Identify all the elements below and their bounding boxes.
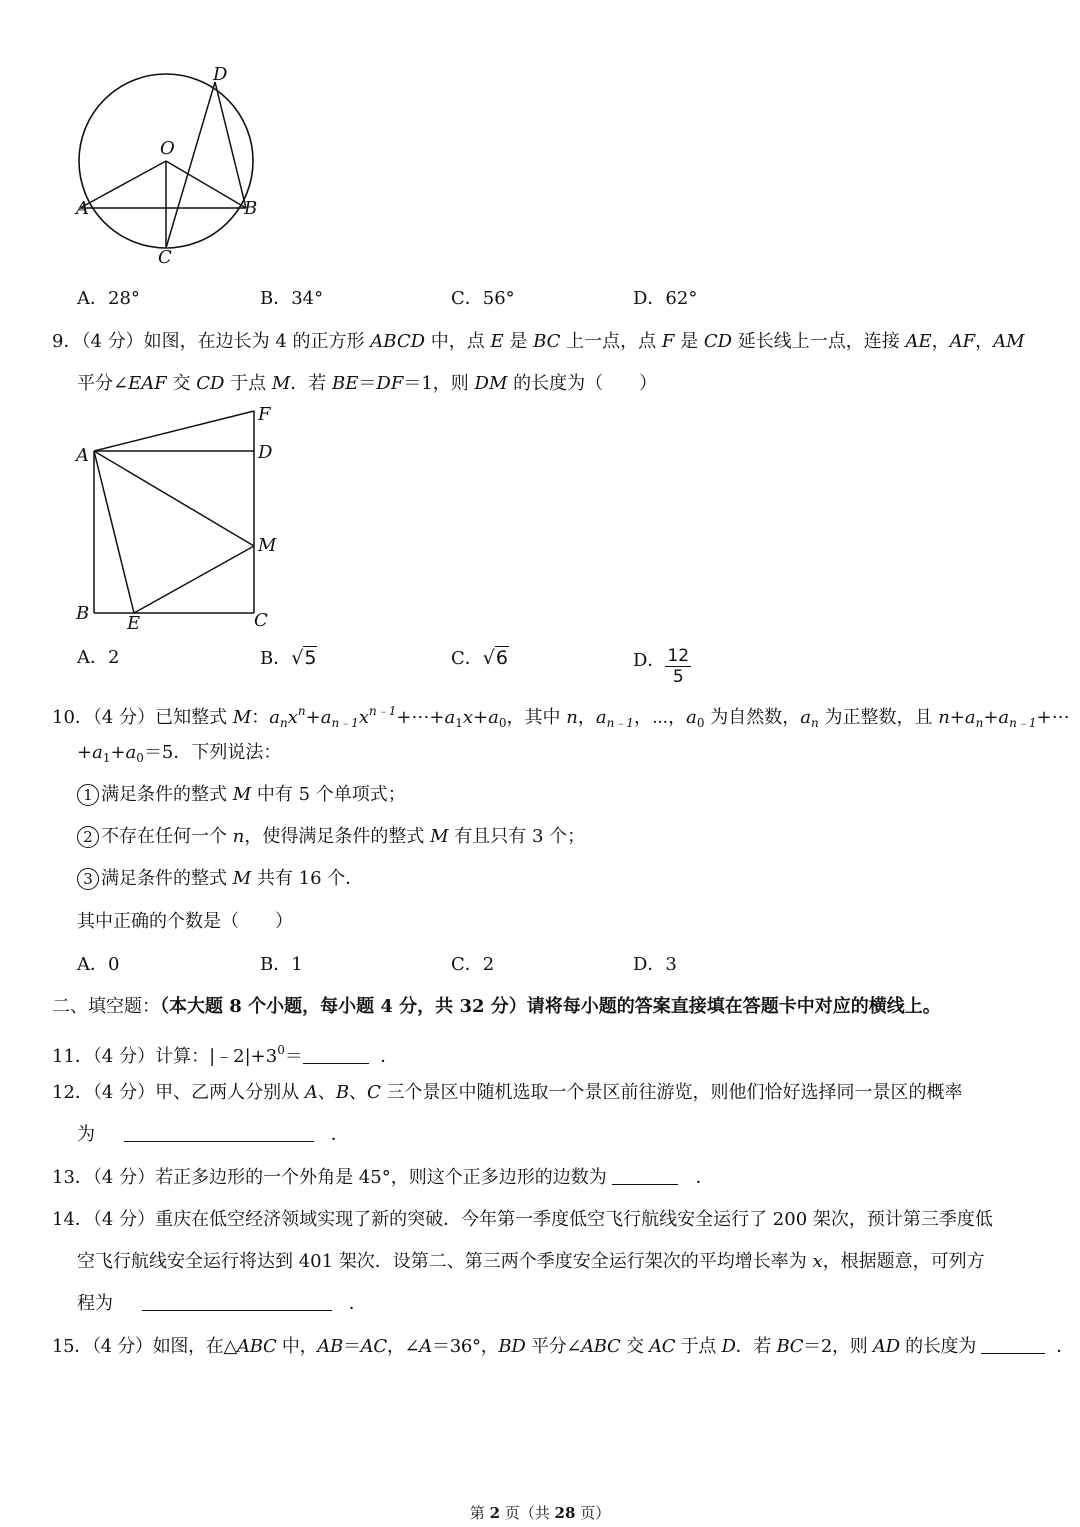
label-B: B [244, 198, 258, 219]
q9-option-b: B．√5 [260, 647, 317, 669]
q8-option-b: B．34° [260, 288, 324, 309]
answer-blank[interactable] [124, 1123, 314, 1142]
label-E: E [127, 613, 141, 634]
answer-blank[interactable] [142, 1292, 332, 1311]
q9-option-c: C．√6 [451, 647, 508, 669]
q10-line-2: $+a_1+a_0=5$．下列说法： [77, 742, 282, 765]
square-figure [70, 400, 290, 635]
q10-option-b: B．1 [260, 954, 303, 975]
q14-line-3: 程为 ． [77, 1293, 367, 1314]
q10-option-d: D．3 [633, 954, 677, 975]
label-B: B [76, 603, 90, 624]
sqrt-5: √5 [291, 647, 317, 669]
q8-option-d: D．62° [633, 288, 698, 309]
answer-blank[interactable] [303, 1045, 369, 1064]
fraction-12-5: $\frac{12}{5}$ [667, 646, 690, 687]
sqrt-6: √6 [482, 647, 508, 669]
q8-option-a: A．28° [77, 288, 140, 309]
q10-statement-2: 2 不存在任何一个 n，使得满足条件的整式 M 有且只有 3 个； [77, 825, 585, 849]
q10-option-a: A．0 [77, 954, 120, 975]
q10-statement-3: 3 满足条件的整式 M 共有 16 个． [77, 867, 363, 891]
page-footer: 第 2 页（共 28 页） [469, 1504, 611, 1522]
q15: 15．（4 分）如图，在△ABC 中，AB＝AC，∠A＝36°，BD 平分∠ABC 交 AC 于点 D．若 BC＝2，则 AD 的长度为 ． [52, 1336, 1074, 1357]
answer-blank[interactable] [612, 1166, 678, 1185]
q13: 13．（4 分）若正多边形的一个外角是 45°，则这个正多边形的边数为 ． [52, 1167, 714, 1188]
q10-line-1: 10．（4 分）已知整式 M：$a_nx^n+a_{n﹣1}x^{n﹣1}+\cdots+a_1x+a_0$，其中 n，$a_{n﹣1}$，⋯，$a_0$ 为自然数，$a_n$ 为正整数，且 $n+a_n+a_{n﹣1}+\cdots$ [52, 704, 1070, 730]
circle-figure [70, 60, 270, 270]
q9-option-a: A．2 [77, 647, 120, 668]
q12-line-1: 12．（4 分）甲、乙两人分别从 A、B、C 三个景区中随机选取一个景区前往游览，则他们恰好选择同一景区的概率 [52, 1082, 963, 1103]
section-2-heading: 二、填空题：（本大题 8 个小题，每小题 4 分，共 32 分）请将每小题的答案直接填在答题卡中对应的横线上。 [52, 996, 941, 1017]
label-M: M [258, 535, 277, 556]
q10-option-c: C．2 [451, 954, 495, 975]
q11: 11．（4 分）计算：$|﹣2|+3^0=$ ． [52, 1043, 399, 1067]
q9-line-2: 平分∠EAF 交 CD 于点 M．若 BE＝DF＝1，则 DM 的长度为（ ） [77, 373, 658, 394]
label-O: O [160, 138, 175, 159]
label-A: A [76, 445, 89, 466]
q8-option-c: C．56° [451, 288, 515, 309]
q14-line-1: 14．（4 分）重庆在低空经济领域实现了新的突破．今年第一季度低空飞行航线安全运行了 200 架次，预计第三季度低 [52, 1209, 993, 1230]
label-A: A [76, 198, 89, 219]
label-F: F [258, 404, 271, 425]
q14-line-2: 空飞行航线安全运行将达到 401 架次．设第二、第三两个季度安全运行架次的平均增长率为 x，根据题意，可列方 [77, 1251, 985, 1272]
q9-option-d: D． $\frac{12}{5}$ [633, 646, 690, 687]
q10-ask: 其中正确的个数是（ ） [77, 911, 293, 932]
q12-line-2: 为 ． [77, 1124, 349, 1145]
label-D: D [213, 64, 228, 85]
answer-blank[interactable] [981, 1335, 1045, 1354]
q9-line-1: 9．（4 分）如图，在边长为 4 的正方形 ABCD 中，点 E 是 BC 上一点，点 F 是 CD 延长线上一点，连接 AE，AF，AM [52, 331, 1025, 352]
q10-statement-1: 1 满足条件的整式 M 中有 5 个单项式； [77, 783, 406, 807]
label-C: C [158, 247, 172, 268]
label-C: C [254, 610, 268, 631]
label-D: D [258, 442, 273, 463]
